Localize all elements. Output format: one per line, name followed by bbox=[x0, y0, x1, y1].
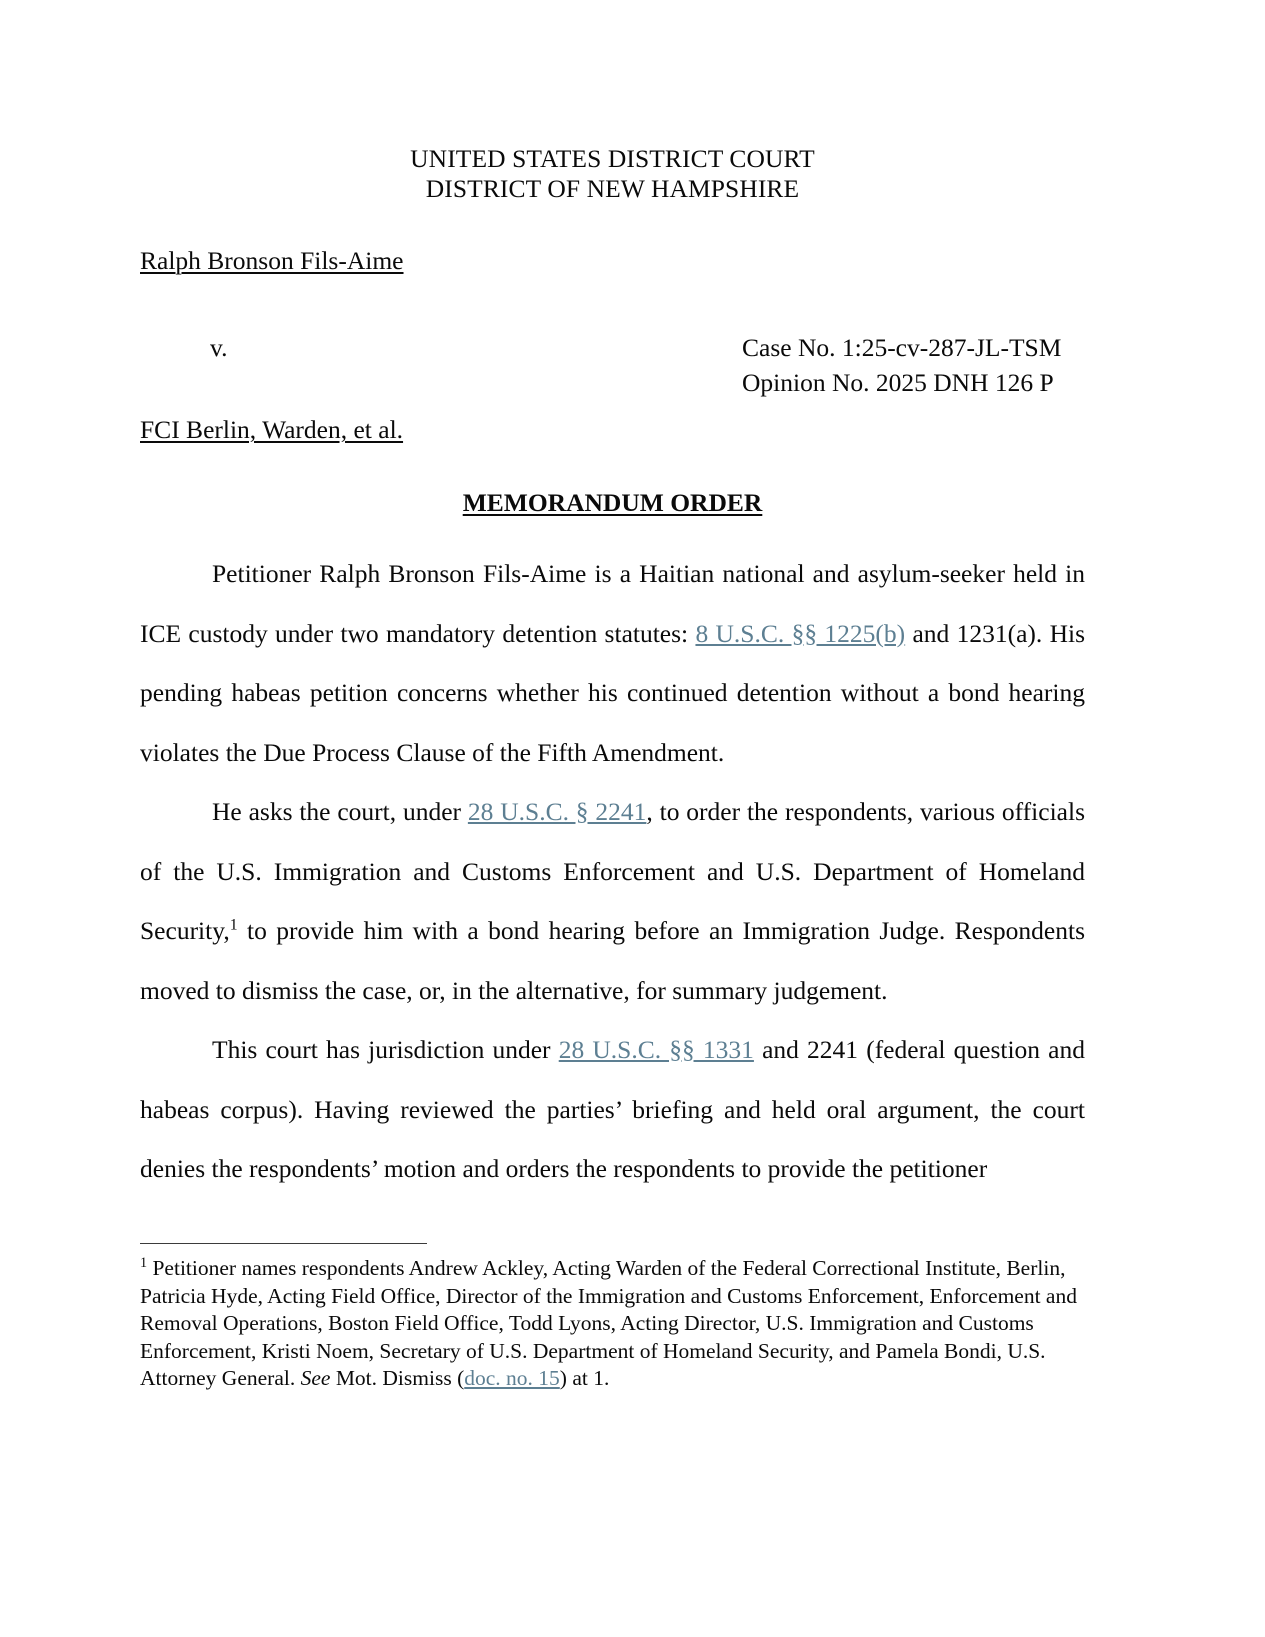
document-body bbox=[140, 544, 1085, 1199]
docket-link[interactable]: doc. no. 15 bbox=[464, 1366, 560, 1390]
footnote-block bbox=[140, 1255, 1085, 1393]
footnote-see-signal: See bbox=[300, 1366, 331, 1390]
paragraph-1-text-b: and 1231(a). His pending habeas petition concerns whether his continued detention without a bond hearing violates the Due Process Clause of the Fifth Amendment. bbox=[140, 618, 1085, 767]
court-name-line-1: UNITED STATES DISTRICT COURT bbox=[410, 144, 815, 173]
paragraph-3-text-a: This court has jurisdiction under bbox=[212, 1035, 559, 1064]
paragraph-3-text-b: and 2241 (federal question and habeas corpus). Having reviewed the parties’ briefing and held oral argument, the court denies the respondents’ motion and orders the respondents to provide the petitioner bbox=[140, 1035, 1086, 1183]
footnote-text-c: ) at 1. bbox=[559, 1366, 610, 1390]
footnote-text-a: Petitioner names respondents Andrew Ackley, Acting Warden of the Federal Correctional Institute, Berlin, Patricia Hyde, Acting Field Office, Director of the Immigration and Customs Enforcement, Enforcement and Removal Operations, Boston Field Office, Todd Lyons, Acting Director, U.S. Immigration and Customs Enforcement, Kristi Noem, Secretary of U.S. Department of Homeland Security, and Pamela Bondi, U.S. Attorney General. bbox=[140, 1256, 1077, 1390]
document-title bbox=[140, 488, 1085, 518]
caption-case-row bbox=[140, 330, 1085, 400]
citation-link-1225b[interactable]: 8 U.S.C. §§ 1225(b) bbox=[695, 618, 906, 648]
footnote-zone bbox=[140, 1243, 1085, 1393]
court-name-line-2: DISTRICT OF NEW HAMPSHIRE bbox=[425, 174, 800, 203]
paragraph-1-text-a: Petitioner Ralph Bronson Fils-Aime is a Haitian national and asylum-seeker held in ICE custody under two mandatory detention statutes: bbox=[140, 559, 1085, 648]
citation-link-2241[interactable]: 28 U.S.C. § 2241 bbox=[467, 797, 647, 826]
case-number-block bbox=[742, 330, 1061, 400]
paragraph-2-text-c: to provide him with a bond hearing before an Immigration Judge. Respondents moved to dismiss the case, or, in the alternative, for summary judgement. bbox=[140, 916, 1085, 1005]
footnote-1 bbox=[140, 1255, 1085, 1393]
opinion-number: Opinion No. 2025 DNH 126 P bbox=[742, 368, 1054, 397]
paragraph-2-text-b: , to order the respondents, various officials of the U.S. Immigration and Customs Enforcement and U.S. Department of Homeland Security, bbox=[140, 797, 1085, 945]
footnote-separator-rule bbox=[140, 1243, 427, 1244]
case-number: Case No. 1:25-cv-287-JL-TSM bbox=[742, 333, 1062, 362]
citation-link-1331[interactable]: 28 U.S.C. §§ 1331 bbox=[558, 1035, 754, 1064]
respondent-name: FCI Berlin, Warden, et al. bbox=[140, 415, 404, 444]
document-content bbox=[140, 0, 1085, 1199]
footnote-text-b: Mot. Dismiss ( bbox=[330, 1366, 465, 1390]
document-title-text: MEMORANDUM ORDER bbox=[462, 488, 763, 517]
body-paragraph-3 bbox=[140, 1020, 1085, 1199]
caption-petitioner-row bbox=[140, 246, 1085, 276]
body-paragraph-2 bbox=[140, 782, 1085, 1020]
footnote-number: 1 bbox=[140, 1254, 148, 1271]
body-paragraph-1 bbox=[140, 544, 1085, 782]
court-header bbox=[140, 144, 1085, 204]
versus-label: v. bbox=[210, 333, 228, 362]
petitioner-name: Ralph Bronson Fils-Aime bbox=[140, 246, 404, 275]
caption-respondent-row bbox=[140, 415, 1085, 445]
paragraph-2-text-a: He asks the court, under bbox=[212, 797, 468, 826]
footnote-reference-marker[interactable]: 1 bbox=[229, 916, 238, 934]
